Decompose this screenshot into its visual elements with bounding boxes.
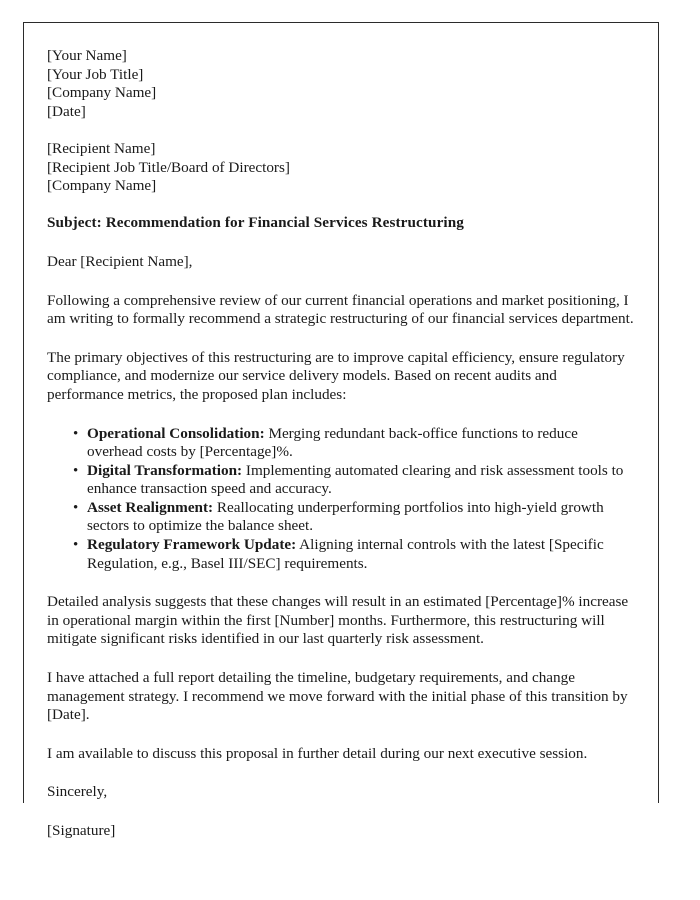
letter-body — [47, 47, 636, 841]
plan-list — [47, 425, 636, 574]
plan-item-term: Regulatory Framework Update: — [87, 536, 297, 554]
paragraph-availability: I am available to discuss this proposal in further detail during our next executive session. — [47, 744, 588, 762]
signature-placeholder: [Signature] — [47, 822, 116, 839]
plan-item-description: Implementing automated clearing and risk assessment tools to enhance transaction speed and accuracy. — [87, 461, 624, 498]
subject-line: Subject: Recommendation for Financial Services Restructuring — [47, 214, 464, 232]
recipient-job-title: [Recipient Job Title/Board of Directors] — [47, 158, 290, 176]
recipient-subject-spacer — [47, 196, 636, 215]
recipient-name: [Recipient Name] — [47, 139, 156, 157]
salutation: Dear [Recipient Name], — [47, 252, 193, 270]
sender-name: [Your Name] — [47, 47, 127, 64]
sender-company: [Company Name] — [47, 84, 157, 102]
plan-item-description: Merging redundant back-office functions to reduce overhead costs by [Percentage]%. — [87, 424, 578, 461]
recipient-company: [Company Name] — [47, 177, 157, 195]
plan-item-term: Operational Consolidation: — [87, 424, 265, 442]
paragraph-objectives: The primary objectives of this restructuring are to improve capital efficiency, ensure regulatory compliance, and modernize our service delivery models. Based on recent audits and performance metrics, the proposed plan includes: — [47, 348, 625, 403]
sender-address-block — [47, 47, 636, 121]
sender-job-title: [Your Job Title] — [47, 65, 144, 83]
list-item — [87, 425, 636, 462]
list-item — [87, 499, 636, 536]
plan-item-term: Digital Transformation: — [87, 461, 243, 479]
plan-item-term: Asset Realignment: — [87, 498, 214, 516]
address-block-spacer — [47, 121, 636, 140]
plan-item-description: Reallocating underperforming portfolios into high-yield growth sectors to optimize the balance sheet. — [87, 498, 604, 535]
paragraph-analysis: Detailed analysis suggests that these changes will result in an estimated [Percentage]% increase in operational margin within the first [Number] months. Furthermore, this restructuring will mitigate significant risks identified in our last quarterly risk assessment. — [47, 593, 629, 648]
list-item — [87, 462, 636, 499]
plan-item-description: Aligning internal controls with the latest [Specific Regulation, e.g., Basel III/SEC] requirements. — [87, 536, 604, 572]
letter-date: [Date] — [47, 102, 86, 120]
recipient-address-block — [47, 140, 636, 196]
paragraph-intro: Following a comprehensive review of our current financial operations and market positioning, I am writing to formally recommend a strategic restructuring of our financial services department. — [47, 291, 634, 328]
closing-salutation: Sincerely, — [47, 783, 108, 801]
letter-page — [23, 22, 659, 839]
list-item — [87, 536, 636, 573]
paragraph-attachment: I have attached a full report detailing the timeline, budgetary requirements, and change management strategy. I recommend we move forward with the initial phase of this transition by [Date]. — [47, 669, 628, 724]
